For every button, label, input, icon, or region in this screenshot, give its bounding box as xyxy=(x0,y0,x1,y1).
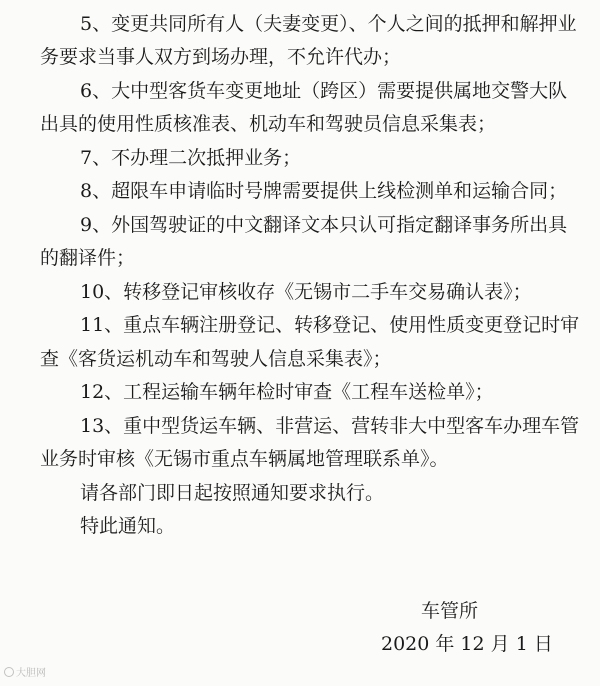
signature-date: 2020 年 12 月 1 日 xyxy=(381,633,553,655)
clause-11-line-1: 11、重点车辆注册登记、转移登记、使用性质变更登记时审 xyxy=(80,314,580,336)
clause-7-line-1: 7、不办理二次抵押业务； xyxy=(80,147,302,169)
clause-6-line-2: 出具的使用性质核准表、机动车和驾驶员信息采集表； xyxy=(40,113,497,135)
clause-5-line-1: 5、变更共同所有人（夫妻变更）、个人之间的抵押和解押业 xyxy=(80,13,577,35)
watermark-text: 大胆网 xyxy=(16,668,46,679)
clause-8-line-1: 8、超限车申请临时号牌需要提供上线检测单和运输合同； xyxy=(80,180,568,202)
clause-11-line-2: 查《客货运机动车和驾驶人信息采集表》； xyxy=(40,348,392,370)
clause-6-line-1: 6、大中型客货车变更地址（跨区）需要提供属地交警大队 xyxy=(80,80,568,102)
clause-5-line-2: 务要求当事人双方到场办理，不允许代办； xyxy=(40,46,402,68)
watermark xyxy=(4,664,46,679)
clause-12-line-1: 12、工程运输车辆年检时审查《工程车送检单》； xyxy=(80,381,494,403)
clause-9-line-1: 9、外国驾驶证的中文翻译文本只认可指定翻译事务所出具 xyxy=(80,214,568,236)
clause-10-line-1: 10、转移登记审核收存《无锡市二手车交易确认表》； xyxy=(80,281,532,303)
watermark-logo-icon xyxy=(4,667,14,677)
closing-line: 特此通知。 xyxy=(80,515,176,537)
clause-9-line-2: 的翻译件； xyxy=(40,247,136,269)
clause-13-line-2: 业务时审核《无锡市重点车辆属地管理联系单》。 xyxy=(40,448,449,470)
signature-org: 车管所 xyxy=(421,600,479,622)
clause-13-line-1: 13、重中型货运车辆、非营运、营转非大中型客车办理车管 xyxy=(80,415,580,437)
instruction-line: 请各部门即日起按照通知要求执行。 xyxy=(80,482,385,504)
